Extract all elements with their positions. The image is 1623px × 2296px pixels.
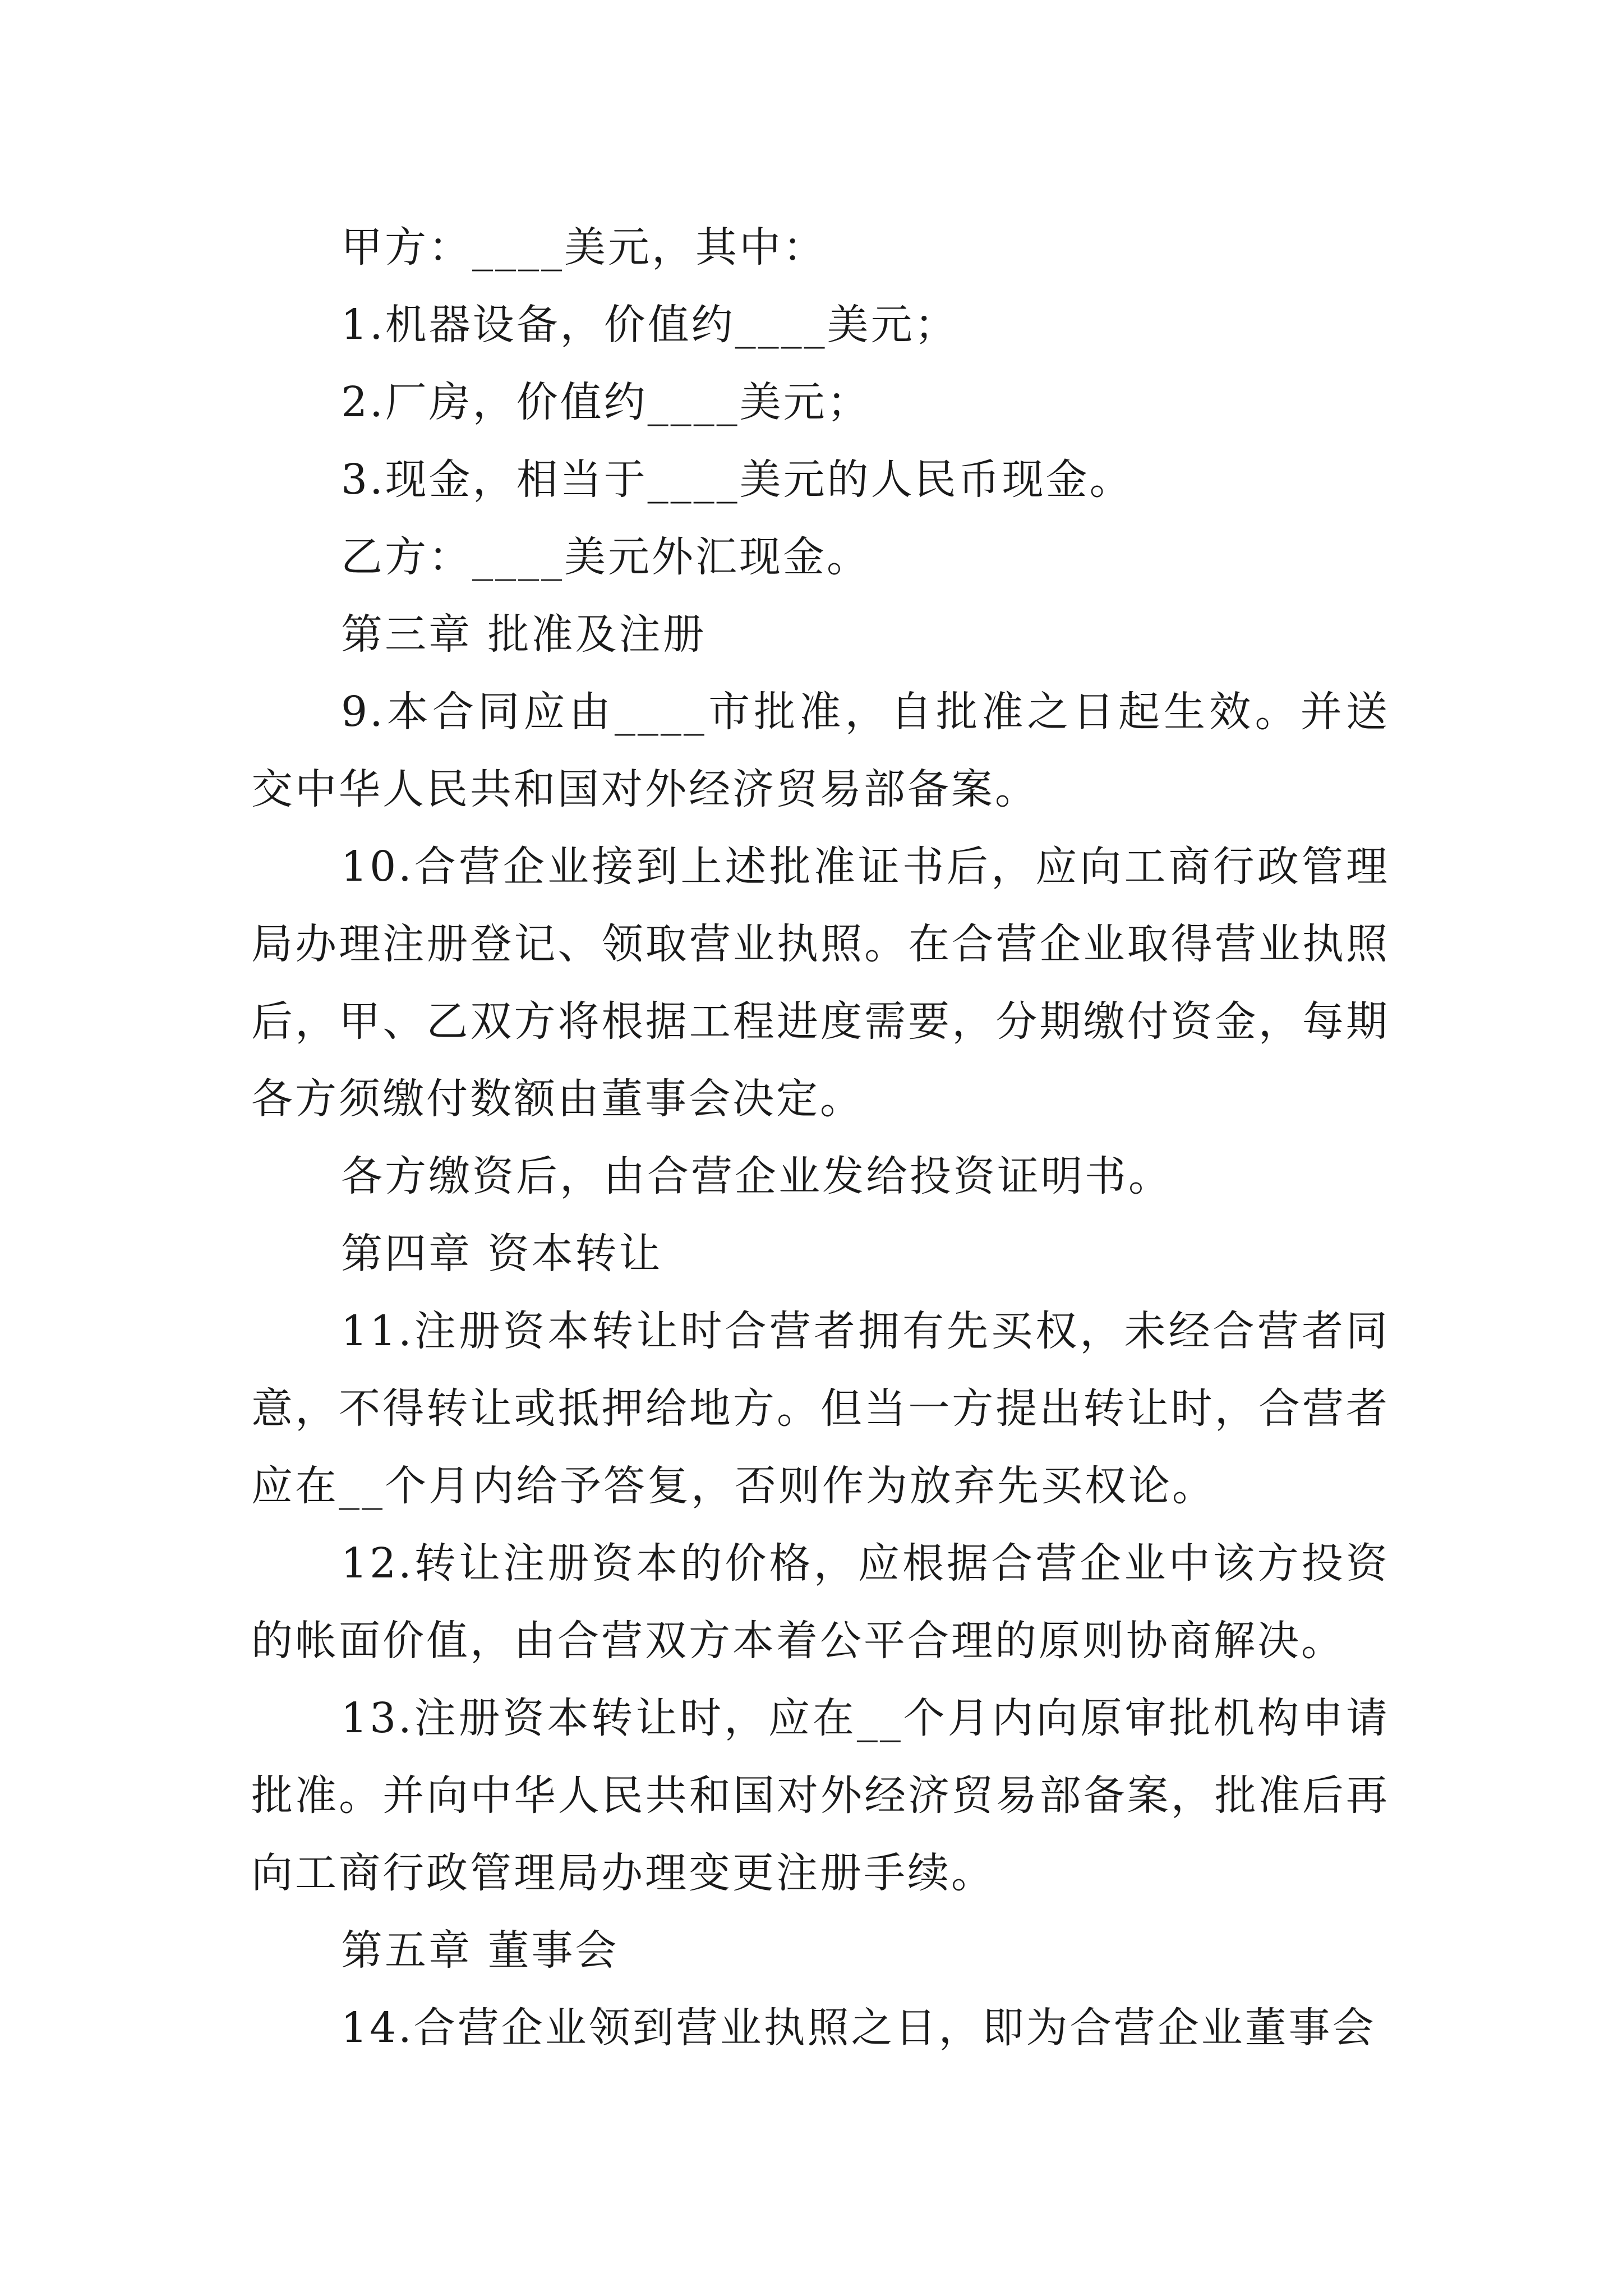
paragraph-party-b-contribution: 乙方：____美元外汇现金。 xyxy=(341,533,870,581)
paragraph-item-cash: 3.现金，相当于____美元的人民币现金。 xyxy=(341,455,1133,504)
paragraph-investment-certificate: 各方缴资后，由合营企业发给投资证明书。 xyxy=(341,1152,1172,1200)
chapter-heading-5: 第五章 董事会 xyxy=(341,1926,619,1975)
paragraph-item-machinery: 1.机器设备，价值约____美元； xyxy=(341,301,958,349)
paragraph-clause-10: 10.合营企业接到上述批准证书后，应向工商行政管理局办理注册登记、领取营业执照。在合营企业取得营业执照后，甲、乙双方将根据工程进度需要，分期缴付资金，每期各方须缴付数额由董事会决定。 xyxy=(251,843,1390,1123)
chapter-heading-3: 第三章 批准及注册 xyxy=(341,610,707,659)
paragraph-party-a-contribution: 甲方：____美元，其中： xyxy=(341,223,827,272)
paragraph-clause-14: 14.合营企业领到营业执照之日，即为合营企业董事会 xyxy=(341,2004,1376,2052)
paragraph-clause-9: 9.本合同应由____市批准，自批准之日起生效。并送交中华人民共和国对外经济贸易部备案。 xyxy=(251,688,1390,813)
paragraph-item-factory: 2.厂房，价值约____美元； xyxy=(341,378,871,426)
paragraph-clause-12: 12.转让注册资本的价格，应根据合营企业中该方投资的帐面价值，由合营双方本着公平合理的原则协商解决。 xyxy=(251,1539,1390,1665)
chapter-heading-4: 第四章 资本转让 xyxy=(341,1230,663,1278)
paragraph-clause-13: 13.注册资本转让时，应在__个月内向原审批机构申请批准。并向中华人民共和国对外经济贸易部备案，批准后再向工商行政管理局办理变更注册手续。 xyxy=(251,1694,1390,1897)
document-body xyxy=(251,209,1390,2067)
paragraph-clause-11: 11.注册资本转让时合营者拥有先买权，未经合营者同意，不得转让或抵押给地方。但当一方提出转让时，合营者应在__个月内给予答复，否则作为放弃先买权论。 xyxy=(251,1307,1390,1510)
